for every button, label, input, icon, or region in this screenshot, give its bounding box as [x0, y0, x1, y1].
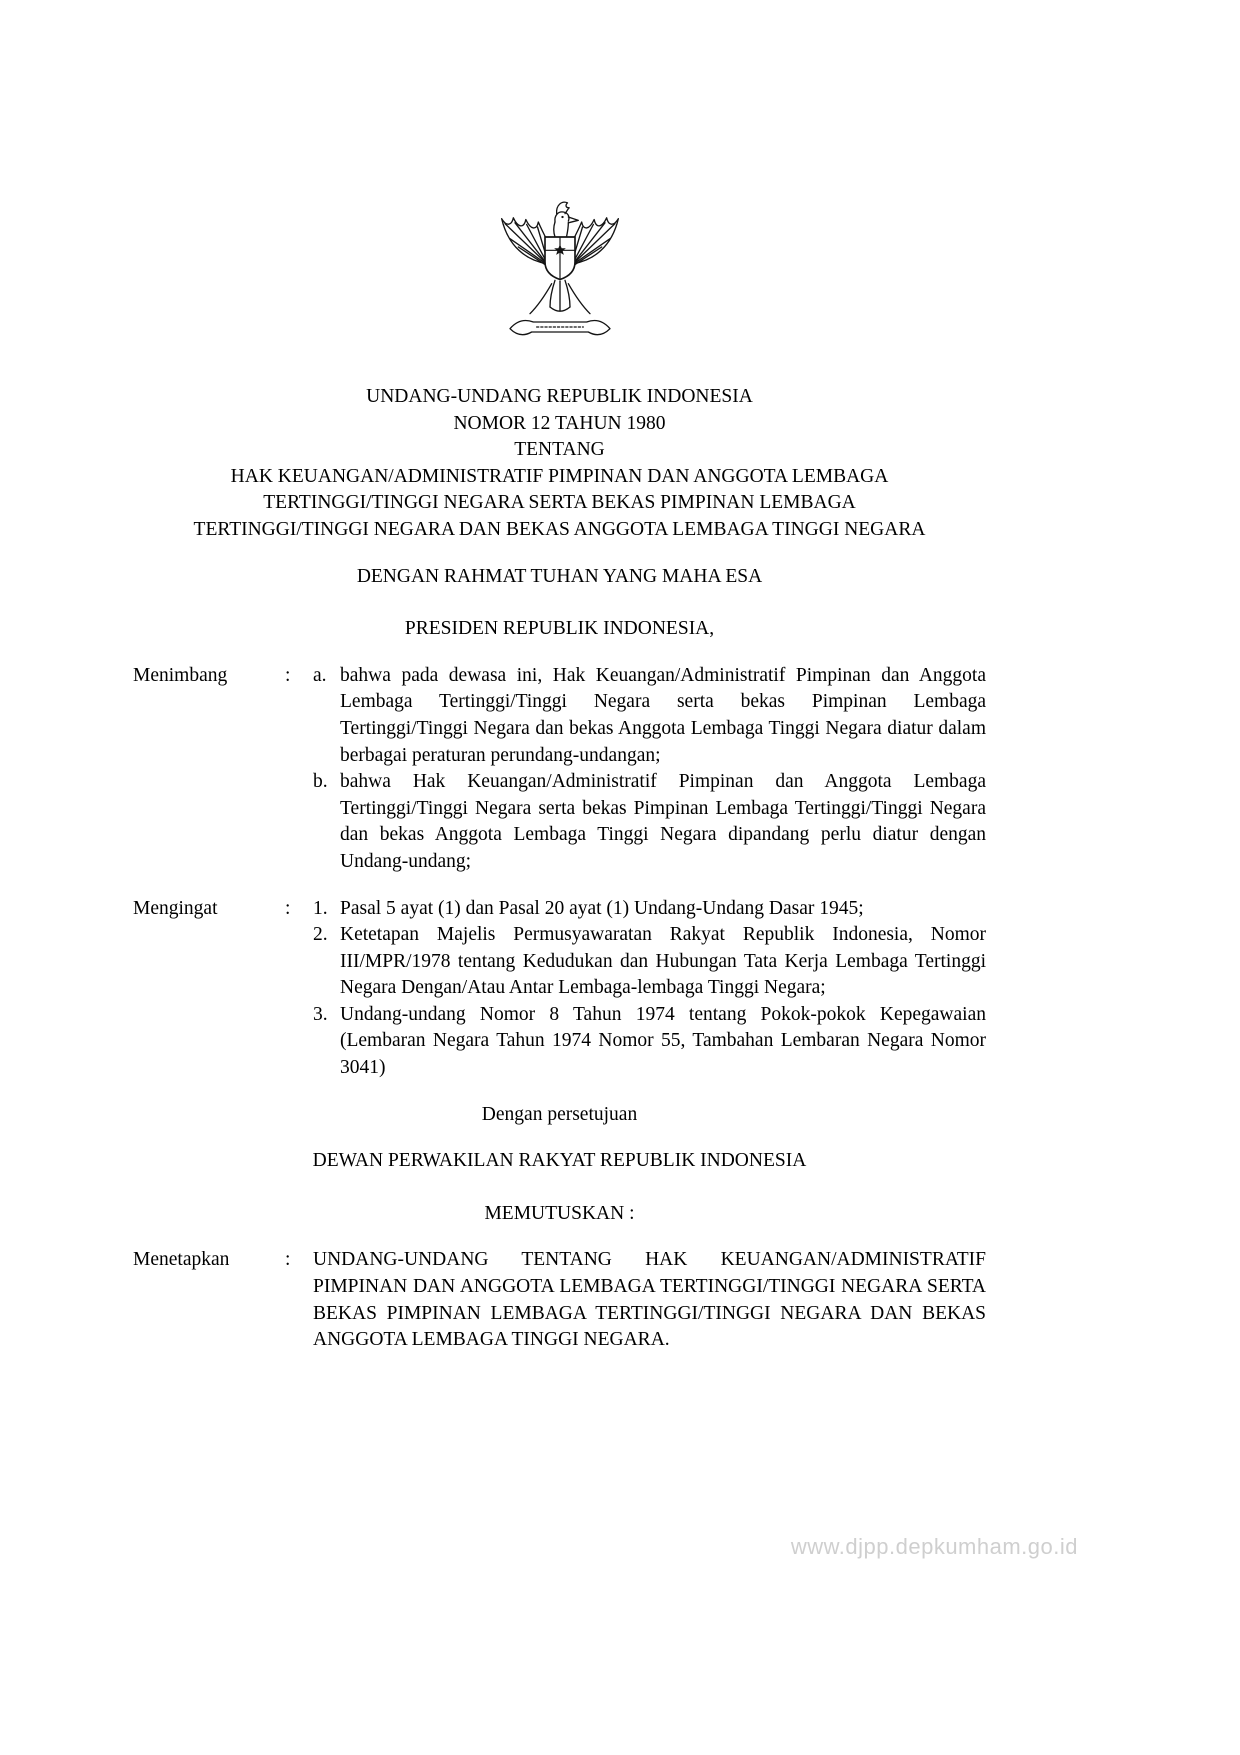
title-line-5: TERTINGGI/TINGGI NEGARA SERTA BEKAS PIMPINAN LEMBAGA	[263, 492, 856, 514]
title-line-3: TENTANG	[514, 439, 605, 461]
list-item	[313, 769, 986, 875]
title-line-1: UNDANG-UNDANG REPUBLIK INDONESIA	[366, 386, 753, 407]
clause-label-menetapkan: Menetapkan	[133, 1249, 230, 1271]
invocation-line: DENGAN RAHMAT TUHAN YANG MAHA ESA	[356, 565, 763, 587]
clause-body-menetapkan: UNDANG-UNDANG TENTANG HAK KEUANGAN/ADMINISTRATIF PIMPINAN DAN ANGGOTA LEMBAGA TERTINGGI/TINGGI NEGARA SERTA BEKAS PIMPINAN LEMBAGA TERTINGGI/TINGGI NEGARA DAN BEKAS ANGGOTA LEMBAGA TINGGI NEGARA.	[313, 1249, 986, 1351]
list-text: Undang-undang Nomor 8 Tahun 1974 tentang Pokok-pokok Kepegawaian (Lembaran Negara Tahun 1974 Nomor 55, Tambahan Lembaran Negara Nomor 3041)	[340, 1003, 986, 1079]
list-item	[313, 922, 986, 1002]
list-item	[313, 1002, 986, 1082]
list-marker: 3.	[313, 1003, 328, 1025]
clause-body-mengingat	[313, 896, 986, 1082]
list-text: Pasal 5 ayat (1) dan Pasal 20 ayat (1) Undang-Undang Dasar 1945;	[340, 897, 864, 919]
issuer-line: PRESIDEN REPUBLIK INDONESIA,	[404, 618, 715, 640]
list-marker: 2.	[313, 924, 328, 946]
title-line-2: NOMOR 12 TAHUN 1980	[453, 412, 666, 434]
title-line-4: HAK KEUANGAN/ADMINISTRATIF PIMPINAN DAN ANGGOTA LEMBAGA	[230, 465, 889, 487]
list-marker: a.	[313, 664, 327, 686]
clause-label-menimbang: Menimbang	[133, 664, 228, 686]
list-text: bahwa pada dewasa ini, Hak Keuangan/Administratif Pimpinan dan Anggota Lembaga Tertinggi/Tinggi Negara serta bekas Pimpinan Lembaga Tertinggi/Tinggi Negara dan bekas Anggota Lembaga Tinggi Negara diatur dalam berbagai peraturan perundang-undangan;	[340, 664, 986, 766]
list-text: bahwa Hak Keuangan/Administratif Pimpinan dan Anggota Lembaga Tertinggi/Tinggi Negara serta bekas Pimpinan Lembaga Tertinggi/Tinggi Negara dan bekas Anggota Lembaga Tinggi Negara dipandang perlu diatur dengan Undang-undang;	[340, 771, 986, 872]
list-marker: 1.	[313, 897, 328, 919]
agreement-line: Dengan persetujuan	[481, 1103, 638, 1125]
dpr-line: DEWAN PERWAKILAN RAKYAT REPUBLIK INDONESIA	[312, 1150, 807, 1172]
title-line-6: TERTINGGI/TINGGI NEGARA DAN BEKAS ANGGOTA LEMBAGA TINGGI NEGARA	[193, 518, 926, 540]
list-text: Ketetapan Majelis Permusyawaratan Rakyat Republik Indonesia, Nomor III/MPR/1978 tentang Kedudukan dan Hubungan Tata Kerja Lembaga Tertinggi Negara Dengan/Atau Antar Lembaga-lembaga Tinggi Negara;	[340, 924, 986, 999]
section-menetapkan	[133, 1247, 986, 1353]
section-menimbang	[133, 663, 986, 876]
list-item	[313, 896, 986, 923]
clause-body-menimbang	[313, 663, 986, 876]
clause-colon: :	[285, 1249, 291, 1271]
list-marker: b.	[313, 771, 328, 793]
decision-line: MEMUTUSKAN :	[484, 1202, 635, 1224]
clause-colon: :	[285, 664, 291, 686]
list-item	[313, 663, 986, 769]
garuda-pancasila-emblem	[485, 197, 635, 372]
clause-label-mengingat: Mengingat	[133, 897, 218, 919]
document-title	[133, 384, 986, 544]
clause-colon: :	[285, 897, 291, 919]
section-mengingat	[133, 896, 986, 1082]
document-content	[133, 0, 986, 1354]
watermark: www.djpp.depkumham.go.id	[790, 1534, 1078, 1559]
